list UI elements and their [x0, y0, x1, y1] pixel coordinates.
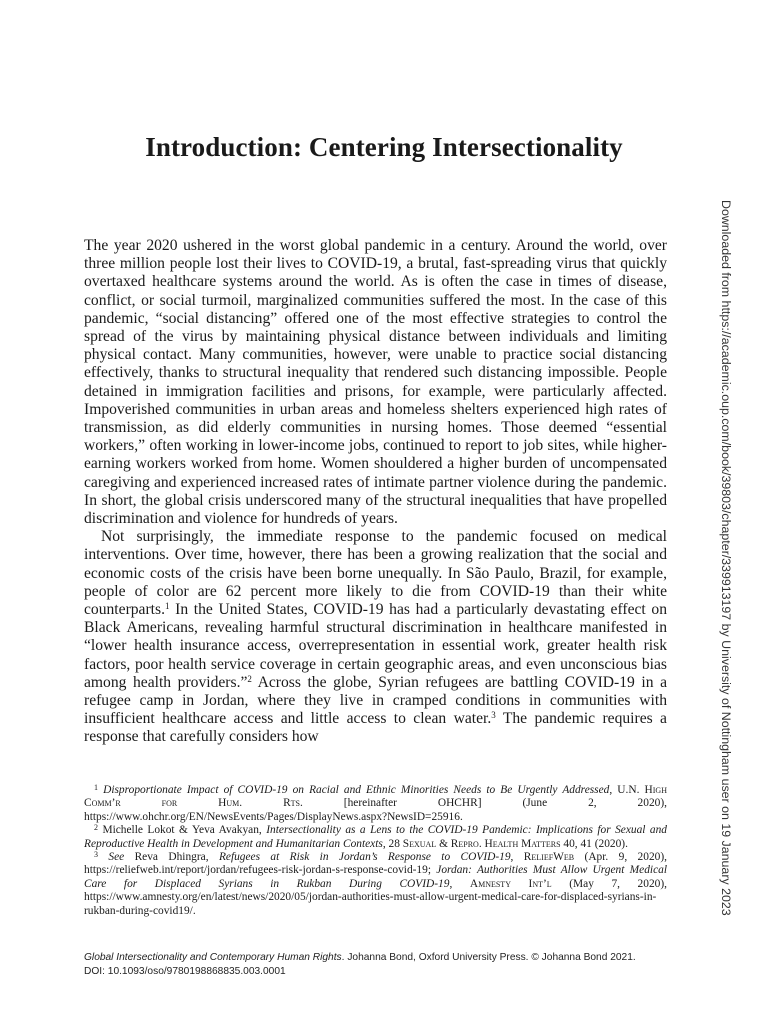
footnote-2 [84, 824, 667, 851]
footnote-1 [84, 784, 667, 824]
paragraph-2-part-c: Across the globe, Syrian refugees are battling COVID-19 in a refugee camp in Jordan, where they live in cramped conditions in communities with insufficient healthcare access and little access to clean water. [84, 673, 667, 728]
footer-doi: DOI: 10.1093/oso/9780198868835.003.0001 [84, 966, 286, 977]
footnote-3-source-2: Amnesty Int’l [469, 877, 552, 890]
download-watermark: Downloaded from https://academic.oup.com/book/39803/chapter/339913197 by University of Nottingham user on 19 January 2023 [719, 200, 733, 916]
footer-publisher: . Johanna Bond, Oxford University Press. © Johanna Bond 2021. [341, 952, 636, 963]
footnote-2-journal: Sexual & Repro. Health Matters [402, 837, 561, 850]
footnote-3-separator-2: , [449, 877, 470, 890]
footnote-ref-3[interactable]: 3 [491, 710, 496, 721]
paragraph-1: The year 2020 ushered in the worst global pandemic in a century. Around the world, over three million people lost their lives to COVID-19, a brutal, fast-spreading virus that quickly overtaxed healthcare systems around the world. As is often the case in times of disease, conflict, or social turmoil, marginalized communities suffered the most. In the case of this pandemic, “social distancing” offered one of the most effective strategies to control the spread of the virus by maintaining physical distance between individuals and limiting physical contact. Many communities, however, were unable to practice social distancing effectively, thanks to structural inequality that rendered such distancing impossible. People detained in immigration facilities and prisons, for example, were particularly affected. Impoverished communities in urban areas and homeless shelters experienced high rates of transmission, as did elderly communities in nursing homes. Those deemed “essential workers,” often working in lower-income jobs, continued to report to job sites, while higher-earning workers worked from home. Women shouldered a higher burden of uncompensated caregiving and experienced increased rates of intimate partner violence during the pandemic. In short, the global crisis underscored many of the structural inequalities that have propelled discrimination and violence for hundreds of years. [84, 237, 667, 528]
paragraph-2-part-a: Not surprisingly, the immediate response to the pandemic focused on medical interventions. Over time, however, there has been a growing realization that the social and economic costs of the crisis have been borne unequally. In São Paulo, Brazil, for example, people of color are 62 percent more likely to die from COVID-19 than their white counterparts. [84, 528, 667, 619]
footnote-3-see: See [108, 851, 125, 864]
footnote-2-volume: , 28 [382, 837, 403, 850]
footnote-3 [84, 851, 667, 918]
footnote-ref-1[interactable]: 1 [164, 601, 170, 612]
paragraph-2-part-d: The pandemic requires a response that carefully considers how [84, 710, 667, 746]
body-text [84, 237, 667, 747]
paragraph-2-part-b: In the United States, COVID-19 has had a particularly devastating effect on Black Americans, revealing harmful structural discrimination in healthcare manifested in “lower health insurance access, overrepresentation in essential work, greater health risk factors, poor health service coverage in certain geographic areas, and even unconscious bias among health providers.” [84, 601, 667, 691]
footer-book-title: Global Intersectionality and Contemporary Human Rights [84, 952, 342, 963]
paragraph-2 [84, 528, 667, 746]
footnote-3-citation-1: (Apr. 9, 2020), https://reliefweb.int/report/jordan/refugees-risk-jordan-s-response-covid-19; [84, 851, 667, 877]
footnote-1-citation: [hereinafter OHCHR] (June 2, 2020), https://www.ohchr.org/EN/NewsEvents/Pages/DisplayNews.aspx?NewsID=25916. [84, 797, 667, 823]
footnote-3-citation-2: (May 7, 2020), https://www.amnesty.org/en/latest/news/2020/05/jordan-authorities-must-allow-urgent-medical-care-for-displaced-syrians-in-rukban-during-covid19/. [84, 877, 667, 917]
footnote-2-title: Intersectionality as a Lens to the COVID-19 Pandemic: Implications for Sexual and Reproductive Health in Development and Humanitarian Contexts [84, 824, 667, 850]
footnote-number: 3 [94, 850, 98, 860]
footnote-3-separator-1: , [510, 851, 524, 864]
footnote-3-title-1: Refugees at Risk in Jordan’s Response to COVID-19 [218, 851, 511, 864]
footnote-ref-2[interactable]: 2 [247, 673, 252, 684]
footnote-3-title-2: Jordan: Authorities Must Allow Urgent Medical Care for Displaced Syrians in Rukban During COVID-19 [84, 864, 667, 890]
footnote-1-title: Disproportionate Impact of COVID-19 on Racial and Ethnic Minorities Needs to Be Urgently Addressed [103, 784, 610, 796]
footnote-1-publisher: High Comm’r for Hum. Rts. [84, 784, 667, 810]
footer-citation [84, 951, 684, 965]
footnote-2-citation: 40, 41 (2020). [560, 837, 628, 850]
chapter-title: Introduction: Centering Intersectionality [145, 132, 623, 162]
footnote-3-authors: Reva Dhingra, [124, 851, 219, 864]
footnotes [84, 784, 667, 918]
page-footer [84, 951, 684, 979]
footnote-2-authors: Michelle Lokot & Yeva Avakyan, [102, 824, 267, 837]
footnote-1-text: , U.N. [609, 784, 645, 796]
footnote-3-source-1: ReliefWeb [523, 851, 575, 864]
footnote-number: 2 [94, 823, 98, 833]
footnote-number: 1 [94, 783, 98, 792]
